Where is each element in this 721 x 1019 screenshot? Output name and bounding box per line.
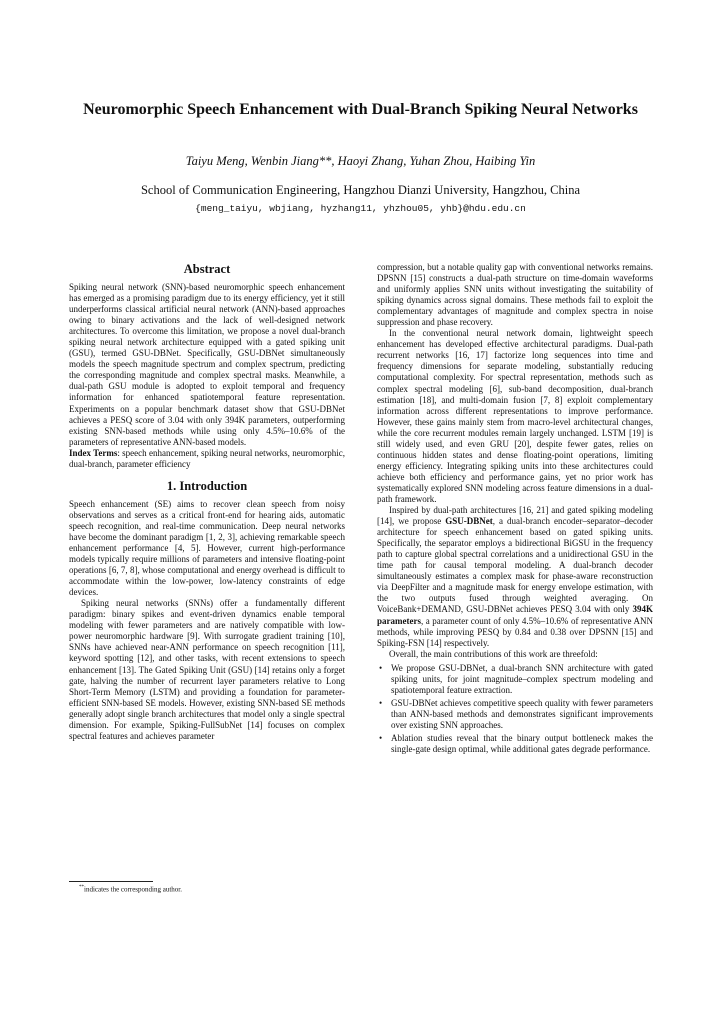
footnote-mark: ** <box>79 885 84 890</box>
intro-paragraph-6: Overall, the main contributions of this work are threefold: <box>389 648 598 659</box>
index-terms-label: Index Terms <box>69 447 118 458</box>
contributions-list <box>377 663 653 755</box>
arxiv-stamp <box>6 300 52 690</box>
introduction-heading: 1. Introduction <box>166 478 248 493</box>
author-list: Taiyu Meng, Wenbin Jiang**, Haoyi Zhang, Yuhan Zhou, Haibing Yin <box>185 154 536 168</box>
intro-p5-part-c: , a parameter count of only 4.5%–10.6% of representative ANN methods, while improving PESQ by 0.84 and 0.38 over DPSNN [15] and Spiking-FSN [14] respectively. <box>377 615 653 648</box>
intro-paragraph-1: Speech enhancement (SE) aims to recover clean speech from noisy observations and serves as a critical front-end for hearing aids, automatic speech recognition, and real-time communication. Deep neural networks have become the dominant paradigm [1, 2, 3], achieving remarkable speech enhancement performance [4, 5]. However, current high-performance models typically require millions of parameters and intensive floating-point operations [6, 7, 8], whose computational and energy overhead is difficult to accommodate within the low-power, low-latency constraints of edge devices. <box>69 498 345 598</box>
intro-paragraph-2: Spiking neural networks (SNNs) offer a fundamentally different paradigm: binary spikes and event-driven dynamics enable temporal modeling with fewer parameters and are natively compatible with low-power neuromorphic hardware [9]. With surrogate gradient training [10], SNNs have achieved near-ANN performance on speech recognition [11], keyword spotting [12], and other tasks, with recent extensions to speech enhancement [13]. The Gated Spiking Unit (GSU) [14] retains only a forget gate, halving the number of recurrent layer parameters relative to Long Short-Term Memory (LSTM) and providing a foundation for parameter-efficient SNN-based SE models. However, existing SNN-based SE methods generally adopt single branch architectures that model only a single spectral dimension. For example, Spiking-FullSubNet [14] focuses on complex spectral features and achieves parameter <box>69 598 345 741</box>
right-column <box>377 262 653 757</box>
param-count-bold: 394K parameters <box>377 604 653 626</box>
left-column <box>69 262 345 742</box>
index-terms <box>69 448 345 470</box>
list-item: • We propose GSU-DBNet, a dual-branch SNN architecture with gated spiking units, for joint magnitude–complex spectrum modeling and spatiotemporal feature extraction. <box>391 663 653 696</box>
list-item: • Ablation studies reveal that the binary output bottleneck makes the single-gate design optimal, while additional gates degrade performance. <box>391 733 653 755</box>
list-item: • GSU-DBNet achieves competitive speech quality with fewer parameters than ANN-based methods and demonstrates significant improvements over existing SNN approaches. <box>391 698 653 731</box>
author-emails: {meng_taiyu, wbjiang, hyzhang11, yhzhou05, yhb}@hdu.edu.cn <box>195 203 526 214</box>
abstract-heading: Abstract <box>183 262 231 276</box>
footnote-divider <box>69 881 153 882</box>
index-terms-text: : speech enhancement, spiking neural networks, neuromorphic, dual-branch, parameter efficiency <box>69 447 345 469</box>
intro-paragraph-4: In the conventional neural network domain, lightweight speech enhancement has developed effective architectural paradigms. Dual-path recurrent networks [16, 17] factorize long sequences into time and frequency dimensions for separate modeling, substantially reducing computational complexity. For spectral representation, methods such as complex spectral modeling [6], sub-band decomposition, dual-branch estimation [18], and multi-domain fusion [7, 8] exploit complementary information across different representations to improve performance. However, these gains mainly stem from macro-level architectural changes, while the core recurrent modules remain largely unchanged. LSTM [19] is still widely used, and even GRU [20], despite fewer gates, relies on continuous hidden states and dense floating-point operations, limiting energy efficiency. Integrating spiking units into these architectures could achieve both efficiency and performance gains, yet no prior work has systematically explored SNN modeling across feature dimensions in a dual-path framework. <box>377 328 653 504</box>
intro-p5-part-b: , a dual-branch encoder–separator–decoder architecture for speech enhancement based on gated spiking units. Specifically, the separator employs a bidirectional BiGSU in the frequency path to capture global spectral correlations and a unidirectional GSU in the time path for causal temporal modeling. A dual-branch decoder simultaneously estimates a complex mask for phase-aware reconstruction via DeepFilter and a magnitude mask for energy envelope estimation, with the two outputs fused through weighted averaging. On VoiceBank+DEMAND, GSU-DBNet achieves PESQ 3.04 with only <box>377 516 653 615</box>
intro-p5-part-a: Inspired by dual-path architectures [16, 21] and gated spiking modeling [14], we propose <box>377 505 653 527</box>
footnote-text: indicates the corresponding author. <box>84 885 182 894</box>
footnote <box>79 885 182 893</box>
intro-paragraph-5 <box>377 505 653 649</box>
paper-title: Neuromorphic Speech Enhancement with Dual-Branch Spiking Neural Networks <box>83 101 638 118</box>
model-name-bold: GSU-DBNet <box>445 516 493 527</box>
affiliation: School of Communication Engineering, Hangzhou Dianzi University, Hangzhou, China <box>140 183 581 197</box>
intro-paragraph-3: compression, but a notable quality gap with conventional networks remains. DPSNN [15] constructs a dual-path structure on time-domain waveforms and uniformly applies SNN units without investigating the suitability of spiking dynamics across signal domains. These methods fail to exploit the complementary advantages of magnitude and complex spectra in noise suppression and phase recovery. <box>377 262 653 328</box>
abstract-text: Spiking neural network (SNN)-based neuromorphic speech enhancement has emerged as a promising paradigm due to its energy efficiency, yet it still underperforms classical artificial neural network (ANN)-based approaches owing to binary activations and the lack of well-designed network architectures. To overcome this limitation, we propose a novel dual-branch spiking neural network architecture equipped with a gated spiking unit (GSU), termed GSU-DBNet. Specifically, GSU-DBNet simultaneously models the speech magnitude spectrum and complex spectrum, predicting the corresponding magnitude and complex spectral masks. Meanwhile, a dual-path GSU module is adopted to exploit temporal and frequency information for enhanced spatiotemporal feature representation. Experiments on a popular benchmark dataset show that GSU-DBNet achieves a PESQ score of 3.04 with only 394K parameters, outperforming existing SNN-based methods while using only 4.5%–10.6% of the parameters of representative ANN-based models. <box>69 282 345 447</box>
